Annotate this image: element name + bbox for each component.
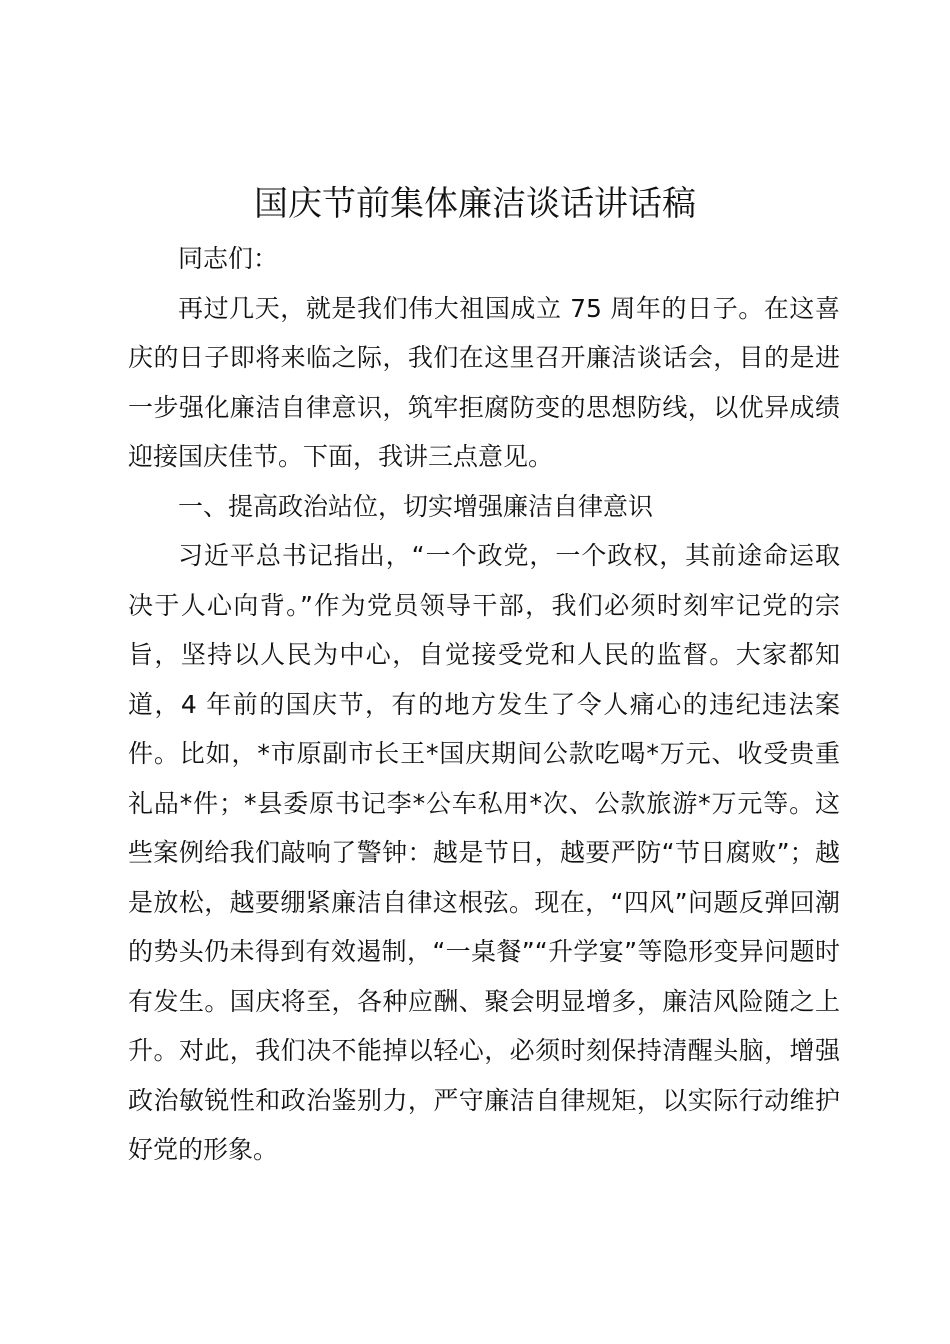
document-body <box>128 234 840 1175</box>
paragraph-intro: 再过几天，就是我们伟大祖国成立 75 周年的日子。在这喜庆的日子即将来临之际，我们在这里召开廉洁谈话会，目的是进一步强化廉洁自律意识，筑牢拒腐防变的思想防线，以优异成绩迎接国庆佳节。下面，我讲三点意见。 <box>128 293 840 471</box>
section-heading-1: 一、提高政治站位，切实增强廉洁自律意识 <box>178 491 654 521</box>
paragraph-section-1: 习近平总书记指出，“一个政党，一个政权，其前途命运取决于人心向背。”作为党员领导干部，我们必须时刻牢记党的宗旨，坚持以人民为中心，自觉接受党和人民的监督。大家都知道，4 年前的国庆节，有的地方发生了令人痛心的违纪违法案件。比如，*市原副市长王*国庆期间公款吃喝*万元、收受贵重礼品*件；*县委原书记李*公车私用*次、公款旅游*万元等。这些案例给我们敲响了警钟：越是节日，越要严防“节日腐败”；越是放松，越要绷紧廉洁自律这根弦。现在，“四风”问题反弹回潮的势头仍未得到有效遏制，“一桌餐”“升学宴”等隐形变异问题时有发生。国庆将至，各种应酬、聚会明显增多，廉洁风险随之上升。对此，我们决不能掉以轻心，必须时刻保持清醒头脑，增强政治敏锐性和政治鉴别力，严守廉洁自律规矩，以实际行动维护好党的形象。 <box>128 541 840 1164</box>
document-title: 国庆节前集体廉洁谈话讲话稿 <box>254 184 696 224</box>
salutation: 同志们： <box>178 244 279 273</box>
